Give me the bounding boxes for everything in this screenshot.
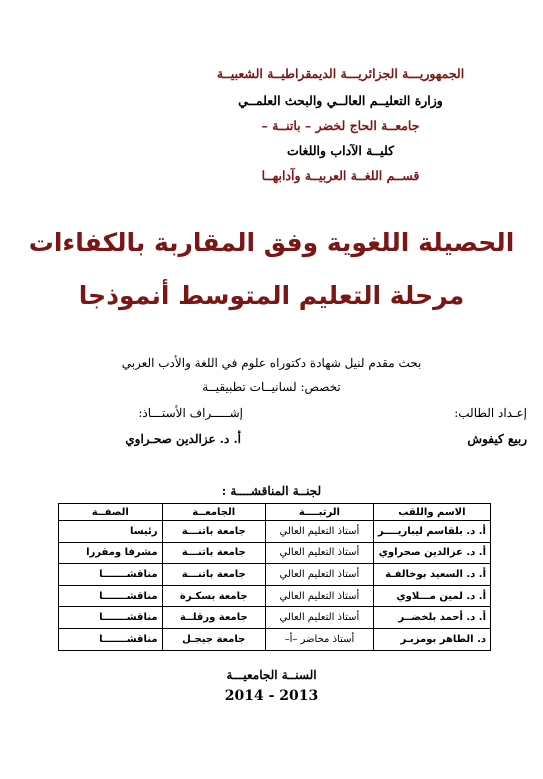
member-name: د. الطاهر بومزبـر	[373, 628, 490, 650]
member-role: مشرفا ومقررا	[59, 542, 163, 564]
member-university: جامعة باتنـــة	[162, 564, 265, 586]
member-role: مناقشـــــــا	[59, 628, 163, 650]
member-rank: أستاذ التعليم العالي	[265, 564, 373, 586]
member-rank: أستاذ التعليم العالي	[265, 585, 373, 607]
student-name: ربيع كيفوش	[467, 432, 527, 446]
header-faculty: كليــة الآداب واللغات	[286, 143, 395, 158]
member-rank: أستاذ محاضر –أ–	[265, 628, 373, 650]
member-name: أ. د. أحمد بلخضــر	[373, 607, 490, 629]
committee-header-row	[59, 504, 491, 521]
member-university: جامعة بسكـرة	[162, 585, 265, 607]
thesis-specialty: تخصص: لسانيــات تطبيقيــة	[202, 380, 341, 394]
header-rank: الرتبــــة	[265, 504, 373, 521]
member-name: أ. د. عزالدين صحراوي	[373, 542, 490, 564]
member-university: جامعة باتنـــة	[162, 521, 265, 543]
table-row	[59, 564, 491, 586]
thesis-purpose: بحث مقدم لنيل شهادة دكتوراه علوم في اللغة والأدب العربي	[121, 356, 422, 370]
member-name: أ. د. السعيد بوخالفـة	[373, 564, 490, 586]
header-ministry: وزارة التعليــم العالــي والبحث العلمــي	[238, 93, 443, 108]
member-name: أ. د. لمين مـــلاوي	[373, 585, 490, 607]
student-label: إعـداد الطالب:	[454, 406, 527, 420]
member-rank: أستاذ التعليم العالي	[265, 521, 373, 543]
table-row	[59, 542, 491, 564]
member-university: جامعة ورقلــة	[162, 607, 265, 629]
supervisor-label: إشـــــراف الأستـــاذ:	[138, 406, 243, 420]
thesis-title-line1: الحصيلة اللغوية وفق المقاربة بالكفاءات	[28, 228, 515, 257]
header-role: الصفــة	[59, 504, 163, 521]
member-role: مناقشـــــــا	[59, 564, 163, 586]
member-role: مناقشـــــــا	[59, 607, 163, 629]
member-rank: أستاذ التعليم العالي	[265, 607, 373, 629]
member-university: جامعة جيجـل	[162, 628, 265, 650]
academic-year-label: السنــة الجامعيـــة	[226, 668, 317, 682]
header-republic: الجمهوريـــة الجزائريـــة الديمقراطيــة الشعبيــة	[216, 66, 465, 81]
committee-table	[58, 503, 491, 651]
committee-caption: لجنــة المناقشــــة :	[221, 484, 322, 498]
member-university: جامعة باتنـــة	[162, 542, 265, 564]
thesis-title-line2: مرحلة التعليم المتوسط أنموذجا	[78, 281, 465, 310]
member-role: مناقشـــــــا	[59, 585, 163, 607]
member-role: رئيسا	[59, 521, 163, 543]
table-row	[59, 585, 491, 607]
member-rank: أستاذ التعليم العالي	[265, 542, 373, 564]
table-row	[59, 521, 491, 543]
table-row	[59, 607, 491, 629]
header-university: الجامعــة	[162, 504, 265, 521]
header-department: قســم اللغــة العربيــة وآدابهــا	[261, 168, 420, 183]
member-name: أ. د. بلقاسم ليباريــــر	[373, 521, 490, 543]
header-name: الاسم واللقب	[373, 504, 490, 521]
supervisor-name: أ. د. عزالدين صحـراوي	[125, 432, 241, 446]
table-row	[59, 628, 491, 650]
header-university: جامعــة الحاج لخضر – باتنــة –	[261, 118, 420, 133]
academic-year-value: 2014 - 2013	[224, 688, 319, 704]
